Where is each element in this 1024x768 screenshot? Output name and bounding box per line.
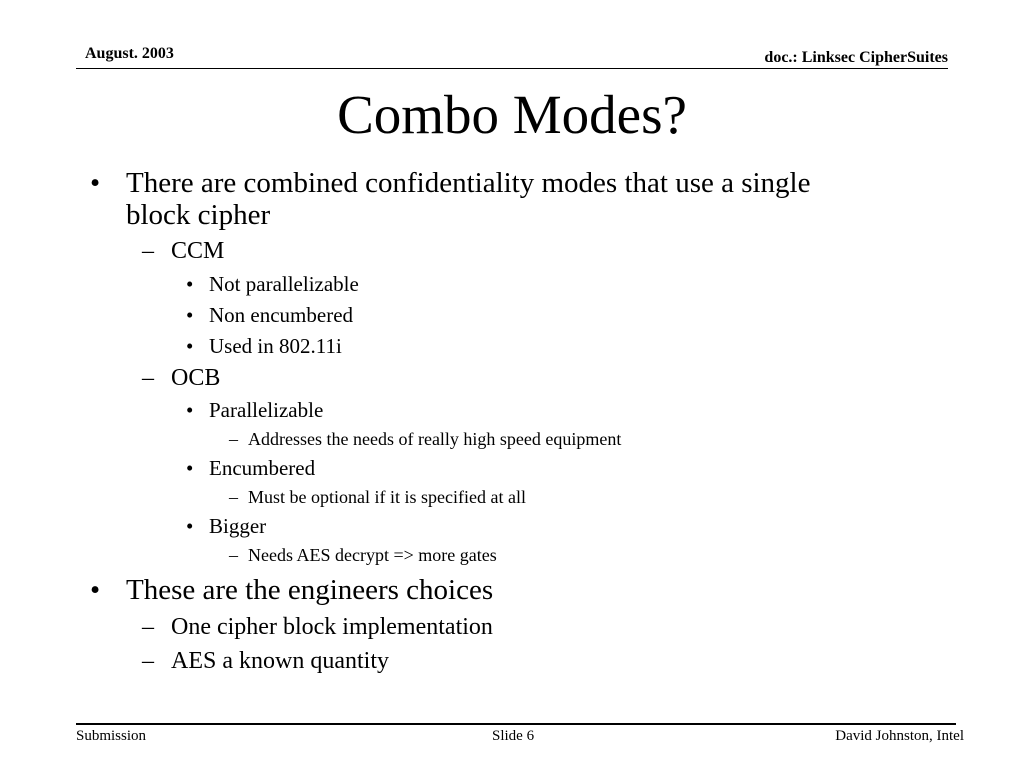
bullet-marker: –: [229, 545, 238, 565]
bullet-marker: –: [229, 487, 238, 507]
footer-author: David Johnston, Intel: [835, 728, 964, 744]
bullet-marker: •: [186, 514, 194, 538]
footer-submission: Submission: [76, 728, 147, 744]
bullet-marker: –: [142, 648, 154, 674]
footer-slide-number: Slide 6: [492, 728, 535, 744]
bullet-text: Must be optional if it is specified at all: [248, 487, 526, 507]
bullet-text-continued: block cipher: [126, 199, 271, 231]
bullet-text: CCM: [171, 238, 225, 264]
bullet-text: Needs AES decrypt => more gates: [248, 545, 497, 565]
slide-title: Combo Modes?: [337, 84, 687, 145]
bullet-text: There are combined confidentiality modes that use a single: [126, 167, 811, 199]
bullet-marker: •: [186, 456, 194, 480]
header-doc-id: doc.: Linksec CipherSuites: [764, 49, 948, 66]
bullet-text: AES a known quantity: [171, 648, 389, 674]
bullet-marker: •: [186, 272, 194, 296]
header-rule: [76, 68, 948, 69]
bullet-text: OCB: [171, 365, 221, 391]
bullet-marker: –: [142, 238, 154, 264]
bullet-text: Encumbered: [209, 456, 316, 480]
bullet-text: Non encumbered: [209, 303, 354, 327]
bullet-text: Addresses the needs of really high speed equipment: [248, 429, 622, 449]
bullet-marker: –: [142, 365, 154, 391]
bullet-marker: •: [90, 574, 101, 606]
bullet-marker: •: [90, 167, 101, 199]
footer-rule: [76, 723, 956, 725]
bullet-marker: –: [229, 429, 238, 449]
bullet-text: Used in 802.11i: [209, 334, 342, 358]
bullet-text: One cipher block implementation: [171, 614, 493, 640]
header-date: August. 2003: [85, 45, 174, 62]
bullet-marker: •: [186, 303, 194, 327]
bullet-text: Not parallelizable: [209, 272, 359, 296]
bullet-text: Parallelizable: [209, 398, 324, 422]
bullet-marker: •: [186, 398, 194, 422]
bullet-text: These are the engineers choices: [126, 574, 494, 606]
bullet-marker: –: [142, 614, 154, 640]
bullet-text: Bigger: [209, 514, 267, 538]
bullet-marker: •: [186, 334, 194, 358]
